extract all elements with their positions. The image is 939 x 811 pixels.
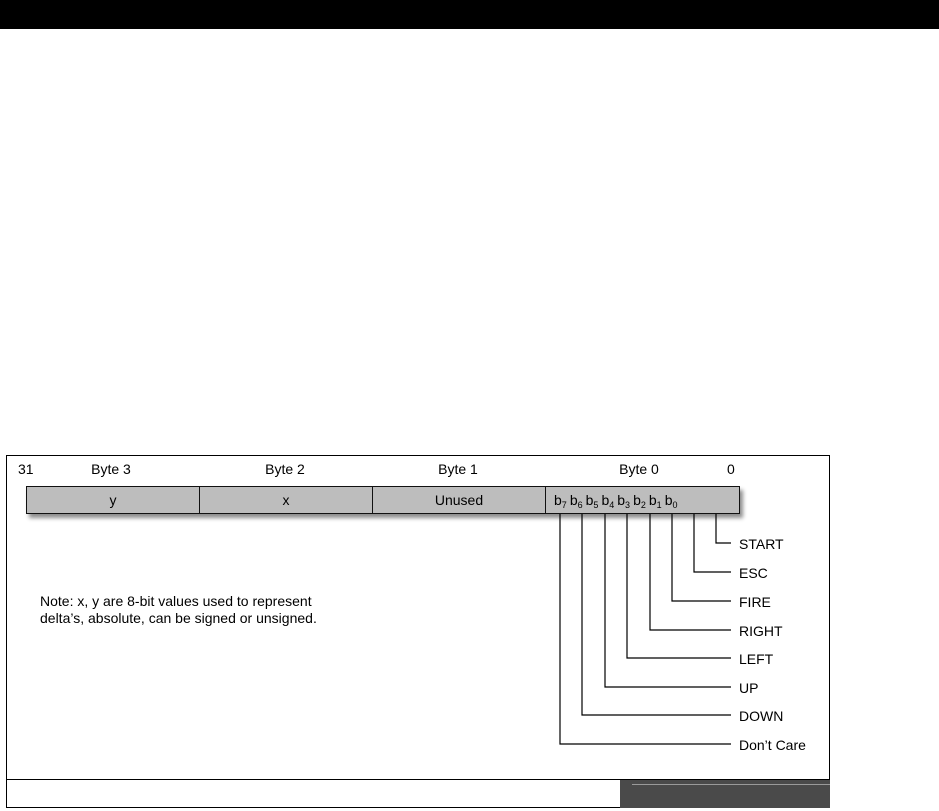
- bit-0-label: $b_0$: [664, 492, 678, 510]
- field-x: x: [200, 487, 373, 513]
- func-start: START: [739, 536, 784, 552]
- func-up: UP: [739, 680, 759, 696]
- func-fire: FIRE: [739, 594, 771, 610]
- bit-4-label: $b_4$: [601, 492, 615, 510]
- note-line-2: delta’s, absolute, can be signed or unsigned.: [40, 610, 317, 626]
- func-dont-care: Don’t Care: [739, 737, 806, 753]
- byte2-label: Byte 2: [265, 461, 305, 477]
- bit-7-label: $b_7$: [554, 492, 567, 510]
- lsb-label: 0: [727, 461, 735, 477]
- leader-bit-6: [582, 514, 731, 715]
- func-right: RIGHT: [739, 623, 783, 639]
- bit-2-label: $b_2$: [633, 492, 646, 510]
- note-line-1: Note: x, y are 8-bit values used to represent: [40, 593, 312, 609]
- bit-5-label: $b_5$: [585, 492, 599, 510]
- leader-bit-0: [716, 514, 731, 543]
- bit-1-label: $b_1$: [648, 492, 662, 510]
- byte3-label: Byte 3: [91, 461, 131, 477]
- leader-bit-7: [560, 514, 731, 744]
- field-y: y: [27, 487, 200, 513]
- msb-label: 31: [18, 461, 34, 477]
- byte1-label: Byte 1: [438, 461, 478, 477]
- note-text: [40, 593, 317, 627]
- func-down: DOWN: [739, 708, 784, 724]
- bit-6-label: $b_6$: [569, 492, 583, 510]
- func-esc: ESC: [739, 565, 768, 581]
- func-left: LEFT: [739, 651, 774, 667]
- leader-bit-2: [672, 514, 731, 601]
- bit-3-label: $b_3$: [617, 492, 631, 510]
- field-unused: Unused: [373, 487, 546, 513]
- byte0-label: Byte 0: [619, 461, 659, 477]
